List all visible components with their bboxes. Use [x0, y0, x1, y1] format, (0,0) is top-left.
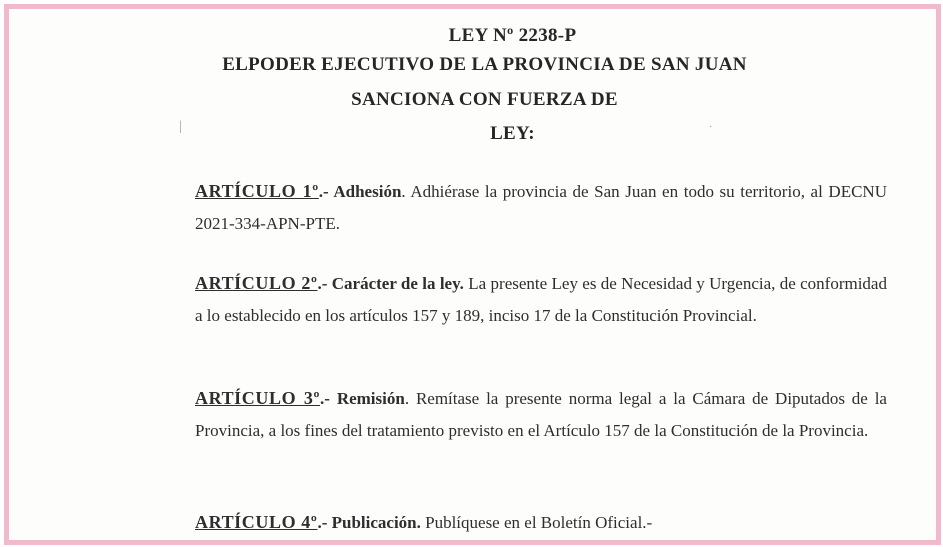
article-4-text: Publíquese en el Boletín Oficial.- — [420, 513, 653, 532]
article-3 — [195, 382, 887, 447]
law-document — [9, 9, 936, 540]
article-2-text: La presente Ley es de Necesidad y Urgencia, de conformidad a lo establecido en los artículos 157 y 189, inciso 17 de la Constitución Provincial. — [195, 274, 887, 325]
article-1-title: Adhesión — [333, 182, 402, 201]
article-2-title: Carácter de la ley. — [331, 274, 464, 293]
issuer-heading: ELPODER EJECUTIVO DE LA PROVINCIA DE SAN JUAN — [222, 54, 747, 75]
article-1 — [195, 175, 887, 240]
article-4-title: Publicación. — [331, 513, 421, 532]
article-4 — [195, 506, 887, 539]
article-3-separator: .- — [320, 389, 337, 408]
article-2-separator: .- — [317, 274, 332, 293]
law-word-heading: LEY: — [490, 123, 535, 144]
article-4-separator: .- — [317, 513, 332, 532]
article-1-label: ARTÍCULO 1º — [195, 181, 319, 201]
scan-mark-left: | — [179, 119, 182, 134]
article-3-title: Remisión — [336, 389, 405, 408]
article-1-separator: .- — [318, 182, 334, 201]
scan-mark-right: · — [709, 122, 713, 133]
article-2-label: ARTÍCULO 2º — [195, 273, 318, 293]
article-1-text: . Adhiérase la provincia de San Juan en todo su territorio, al DECNU 2021-334-APN-PTE. — [195, 182, 887, 233]
sanction-heading: SANCIONA CON FUERZA DE — [351, 89, 618, 110]
article-2 — [195, 267, 887, 332]
article-3-label: ARTÍCULO 3º — [195, 388, 321, 408]
document-frame — [4, 4, 941, 545]
article-3-text: . Remítase la presente norma legal a la Cámara de Diputados de la Provincia, a los fines del tratamiento previsto en el Artículo 157 de la Constitución de la Provincia. — [195, 389, 887, 440]
law-number-heading: LEY Nº 2238-P — [448, 25, 577, 46]
article-4-label: ARTÍCULO 4º — [195, 512, 318, 532]
